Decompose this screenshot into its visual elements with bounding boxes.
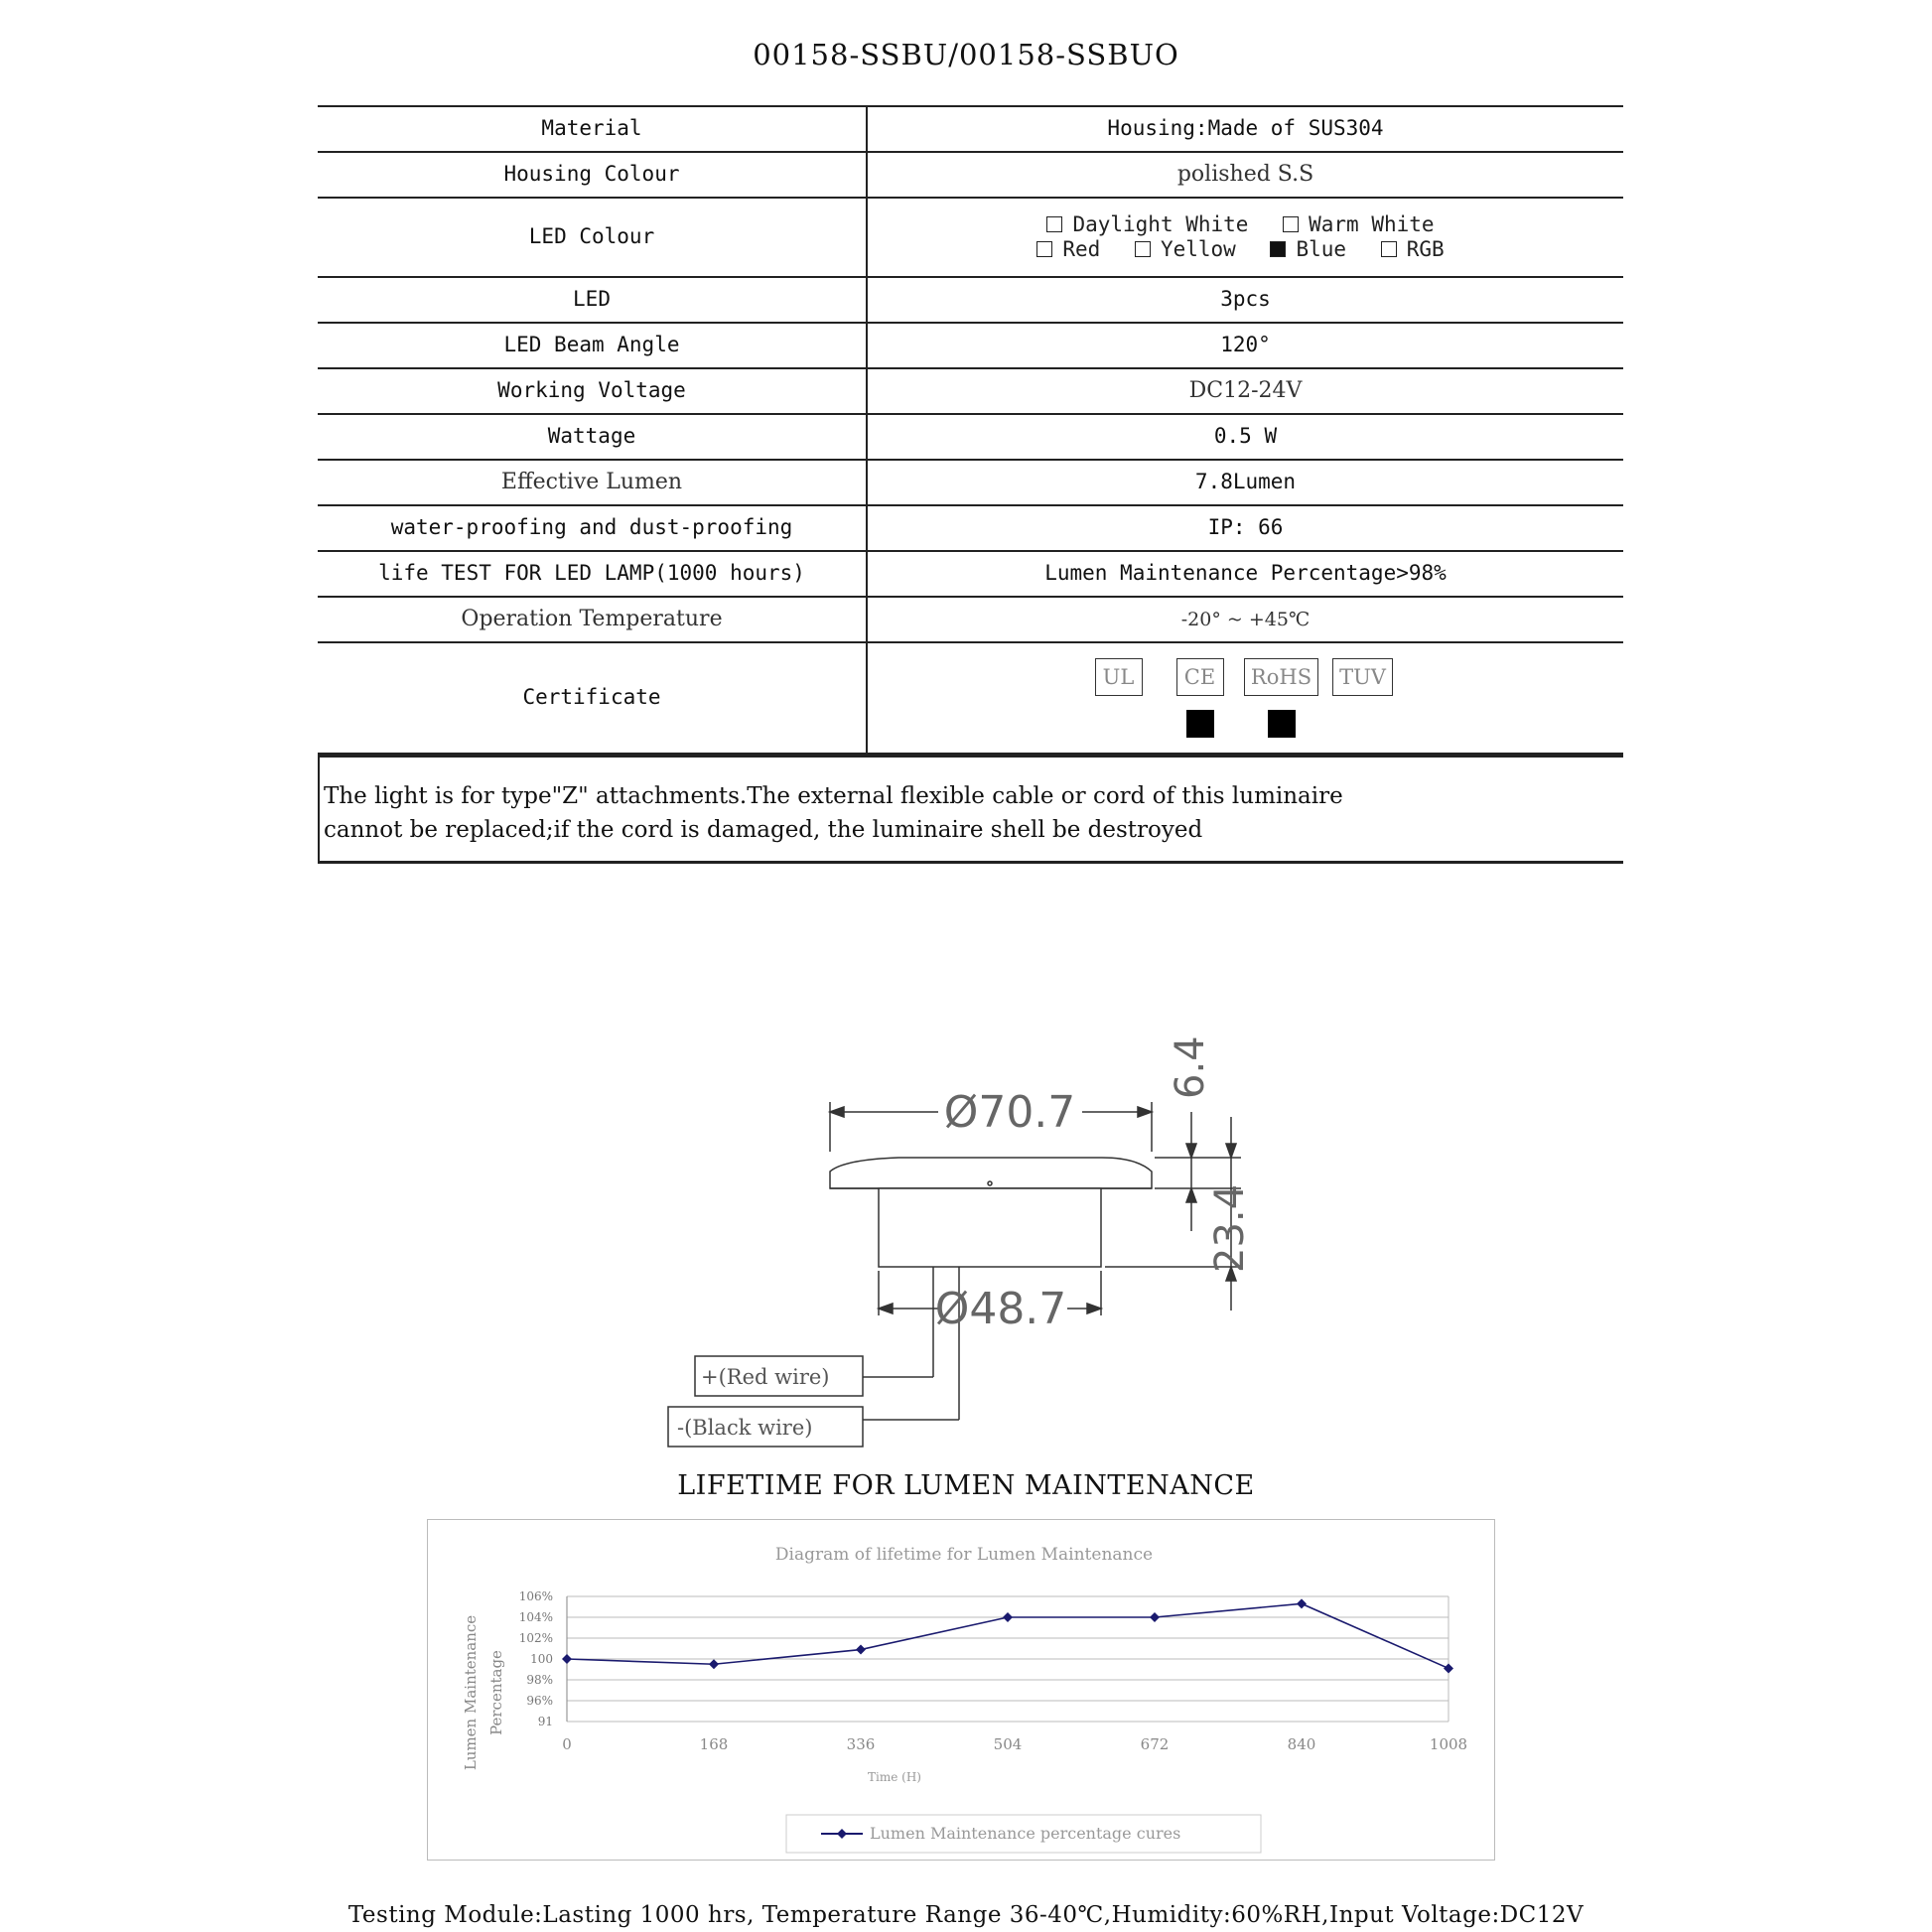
spec-label: Effective Lumen [318, 460, 867, 505]
document-title: 00158-SSBU/00158-SSBUO [753, 38, 1179, 71]
spec-label: LED Beam Angle [318, 323, 867, 368]
spec-value: 7.8Lumen [867, 460, 1623, 505]
data-point [856, 1645, 866, 1655]
lamp-body [879, 1188, 1101, 1267]
spec-label: Wattage [318, 414, 867, 460]
data-point [1444, 1663, 1453, 1673]
y-tick-label: 102% [518, 1631, 553, 1645]
cert-label: CE [1176, 658, 1224, 696]
spec-value: 0.5 W [867, 414, 1623, 460]
spec-label: LED [318, 277, 867, 323]
y-tick-label: 100 [530, 1652, 553, 1666]
data-point [1297, 1598, 1307, 1608]
y-tick-label: 98% [526, 1673, 553, 1687]
red-wire-label: +(Red wire) [701, 1365, 830, 1389]
y-axis-label-1: Lumen Maintenance [462, 1614, 480, 1771]
lumen-chart [428, 1520, 1493, 1859]
inner-diameter-label: Ø48.7 [934, 1284, 1067, 1334]
option-label: RGB [1406, 237, 1445, 261]
spec-label: Certificate [318, 642, 867, 754]
spec-label: Housing Colour [318, 152, 867, 198]
option-label: Warm White [1309, 211, 1435, 236]
x-tick-label: 504 [993, 1735, 1023, 1753]
spec-value: 120° [867, 323, 1623, 368]
chart-title: Diagram of lifetime for Lumen Maintenance [774, 1545, 1154, 1565]
spec-value: Housing:Made of SUS304 [867, 106, 1623, 152]
data-point [709, 1659, 719, 1669]
y-tick-label: 104% [518, 1610, 553, 1624]
option-label: Blue [1296, 237, 1347, 261]
spec-value: Lumen Maintenance Percentage>98% [867, 551, 1623, 597]
note-line-1: The light is for type"Z" attachments.The external flexible cable or cord of this luminaire [324, 783, 1343, 809]
lifetime-section-title: LIFETIME FOR LUMEN MAINTENANCE [677, 1470, 1255, 1501]
x-tick-label: 0 [562, 1735, 572, 1753]
spec-label: Material [318, 106, 867, 152]
lumen-chart-frame [427, 1519, 1495, 1861]
option-label: Yellow [1160, 237, 1236, 261]
outer-diameter-label: Ø70.7 [943, 1087, 1076, 1138]
spec-label: water-proofing and dust-proofing [318, 505, 867, 551]
x-tick-label: 1008 [1429, 1735, 1468, 1753]
x-tick-label: 336 [846, 1735, 876, 1753]
testing-conditions: Testing Module:Lasting 1000 hrs, Temperature Range 36-40℃,Humidity:60%RH,Input Voltage:DC12V [347, 1902, 1585, 1928]
spec-label: life TEST FOR LED LAMP(1000 hours) [318, 551, 867, 597]
black-wire-label: -(Black wire) [677, 1416, 813, 1440]
legend-label: Lumen Maintenance percentage cures [870, 1824, 1181, 1843]
y-tick-label: 106% [518, 1589, 553, 1603]
spec-label: Operation Temperature [318, 597, 867, 642]
y-tick-label: 96% [526, 1694, 553, 1708]
spec-label: Working Voltage [318, 368, 867, 414]
x-tick-label: 840 [1287, 1735, 1316, 1753]
spec-value: IP: 66 [867, 505, 1623, 551]
spec-value: polished S.S [867, 152, 1623, 198]
note-line-2: cannot be replaced;if the cord is damaged, the luminaire shell be destroyed [324, 817, 1203, 843]
option-label: Daylight White [1072, 211, 1249, 236]
x-axis-label: Time (H) [868, 1770, 921, 1784]
body-height-label: 23.4 [1207, 1183, 1253, 1273]
x-tick-label: 168 [699, 1735, 729, 1753]
spec-value: 3pcs [867, 277, 1623, 323]
top-height-label: 6.4 [1168, 1035, 1213, 1099]
data-point [1150, 1612, 1160, 1622]
spec-label: LED Colour [318, 198, 867, 277]
y-tick-label: 91 [537, 1715, 553, 1728]
option-label: Red [1062, 237, 1101, 261]
x-tick-label: 672 [1140, 1735, 1170, 1753]
data-point [562, 1654, 572, 1664]
lamp-top-cap [830, 1158, 1152, 1188]
spec-value: -20° ~ +45℃ [867, 597, 1623, 642]
cert-label: TUV [1332, 658, 1393, 696]
cert-label: RoHS [1244, 658, 1318, 696]
data-point [1003, 1612, 1013, 1622]
spec-value: DC12-24V [867, 368, 1623, 414]
y-axis-label-2: Percentage [487, 1650, 505, 1735]
cert-label: UL [1095, 658, 1143, 696]
